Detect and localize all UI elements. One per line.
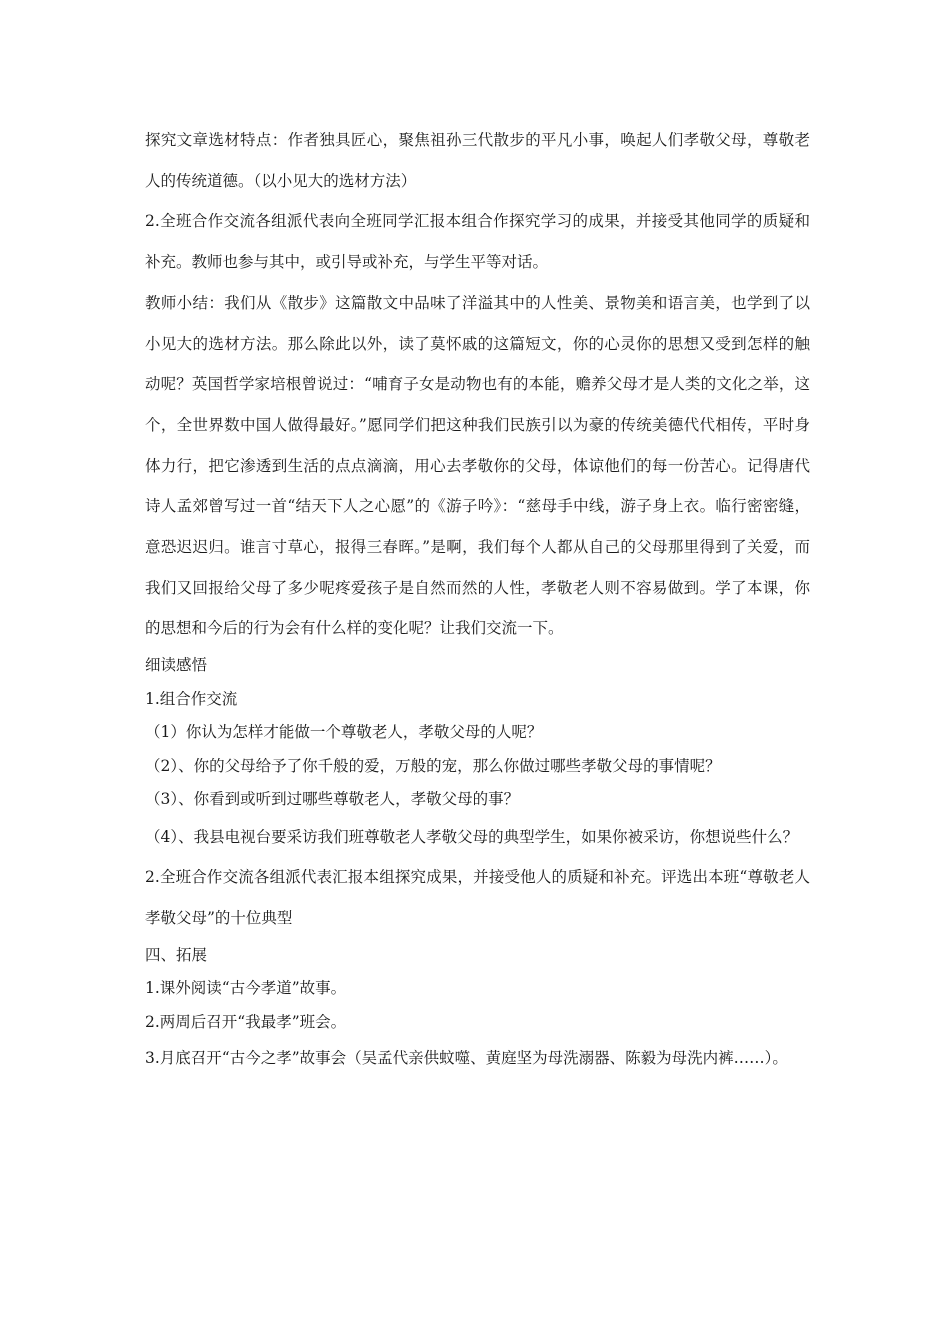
question-3: （3）、你看到或听到过哪些尊敬老人，孝敬父母的事？ xyxy=(145,790,520,809)
paragraph-material-features: 探究文章选材特点：作者独具匠心，聚焦祖孙三代散步的平凡小事，唤起人们孝敬父母，尊敬老人的传统道德。（以小见大的选材方法） xyxy=(145,131,810,190)
question-4: （4）、我县电视台要采访我们班尊敬老人孝敬父母的典型学生，如果你被采访，你想说些什么？ xyxy=(145,827,799,846)
question-1: （1）你认为怎样才能做一个尊敬老人，孝敬父母的人呢？ xyxy=(145,723,543,742)
paragraph-teacher-summary: 教师小结：我们从《散步》这篇散文中品味了洋溢其中的人性美、景物美和语言美，也学到了以小见大的选材方法。那么除此以外，读了莫怀戚的这篇短文，你的心灵你的思想又受到怎样的触动呢？英国哲学家培根曾说过：“哺育子女是动物也有的本能，赡养父母才是人类的文化之举，这个，全世界数中国人做得最好。”愿同学们把这种我们民族引以为豪的传统美德代代相传，平时身体力行，把它渗透到生活的点点滴滴，用心去孝敬你的父母，体谅他们的每一份苦心。记得唐代诗人孟郊曾写过一首“结天下人之心愿”的《游子吟》：“慈母手中线，游子身上衣。临行密密缝，意恐迟迟归。谁言寸草心，报得三春晖。”是啊，我们每个人都从自己的父母那里得到了关爱，而我们又回报给父母了多少呢疼爱孩子是自然而然的人性，孝敬老人则不容易做到。学了本课，你的思想和今后的行为会有什么样的变化呢？让我们交流一下。 xyxy=(145,293,810,638)
question-2: （2）、你的父母给予了你千般的爱，万般的宠，那么你做过哪些孝敬父母的事情呢？ xyxy=(145,756,721,775)
item-group-discussion: 1.组合作交流 xyxy=(145,689,238,708)
extension-item-3: 3.月底召开“古今之孝”故事会（吴孟代亲供蚊噬、黄庭坚为母洗溺器、陈毅为母洗内裤……）。 xyxy=(145,1049,788,1068)
paragraph-class-report: 2.全班合作交流各组派代表向全班同学汇报本组合作探究学习的成果，并接受其他同学的质疑和补充。教师也参与其中，或引导或补充，与学生平等对话。 xyxy=(145,212,810,272)
section-heading-extension: 四、拓展 xyxy=(145,945,208,964)
paragraph-class-selection: 2.全班合作交流各组派代表汇报本组探究成果，并接受他人的质疑和补充。评选出本班“尊敬老人孝敬父母”的十位典型 xyxy=(145,868,810,928)
section-heading-close-reading: 细读感悟 xyxy=(145,656,208,675)
extension-item-1: 1.课外阅读“古今孝道”故事。 xyxy=(145,979,347,998)
extension-item-2: 2.两周后召开“我最孝”班会。 xyxy=(145,1012,347,1031)
document-body xyxy=(145,120,810,1077)
